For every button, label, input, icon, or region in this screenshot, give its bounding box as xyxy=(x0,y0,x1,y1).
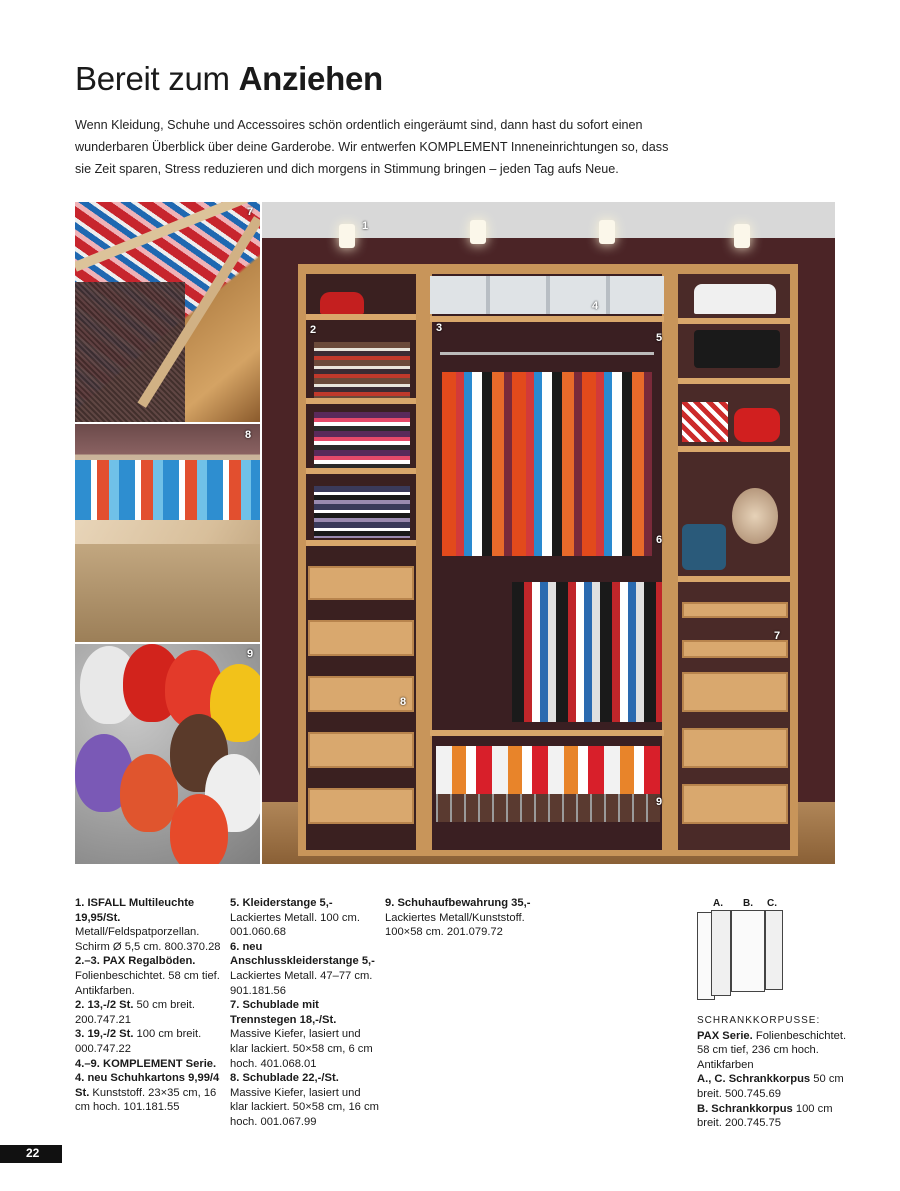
corpus-label-c: C. xyxy=(767,898,777,909)
title-light: Bereit zum xyxy=(75,60,239,97)
product-entry xyxy=(230,998,380,1071)
handbag-graphic xyxy=(694,284,776,314)
product-entry xyxy=(230,940,380,998)
lamp-graphic xyxy=(470,220,486,244)
product-entry xyxy=(697,1102,847,1131)
photo-drawer-dividers xyxy=(75,202,260,422)
drawer-graphic xyxy=(308,620,414,656)
entry-title: 4. neu Schuhkartons 9,99/4 St. xyxy=(75,1072,220,1099)
entry-text: Kunststoff. 23×35 cm, 16 cm hoch. 101.181.55 xyxy=(75,1086,217,1114)
lamp-graphic xyxy=(599,220,615,244)
drawer-front-graphic xyxy=(75,544,260,642)
drawer-graphic xyxy=(682,784,788,824)
corpus-diagram xyxy=(697,898,807,1002)
shelf-graphic xyxy=(430,730,664,736)
shoes-on-rack-graphic xyxy=(436,746,660,794)
shoe-boxes-graphic xyxy=(430,276,664,314)
entry-text: Lackiertes Metall. 47–77 cm. 901.181.56 xyxy=(230,969,373,997)
entry-title: 5. Kleiderstange 5,- xyxy=(230,897,333,909)
product-column-1 xyxy=(75,896,225,1115)
patterned-bag-graphic xyxy=(682,402,728,442)
corpus-label-a: A. xyxy=(713,898,723,909)
callout-number: 6 xyxy=(656,534,663,546)
shelf-graphic xyxy=(430,316,664,322)
folded-clothes-graphic xyxy=(314,412,410,468)
page-number: 22 xyxy=(0,1145,62,1163)
shelf-graphic xyxy=(678,576,790,582)
entry-title: B. Schrankkorpus xyxy=(697,1102,793,1115)
callout-number: 5 xyxy=(656,332,663,344)
folded-clothes-graphic xyxy=(314,342,410,398)
drawer-graphic xyxy=(682,602,788,618)
shelf-graphic xyxy=(678,446,790,452)
entry-text: 100 cm breit. 000.747.22 xyxy=(75,1028,202,1055)
drawer-graphic xyxy=(308,788,414,824)
corpus-b-graphic xyxy=(731,910,765,992)
shelf-graphic xyxy=(678,318,790,324)
entry-text: Folienbeschichtet. 58 cm tief. Antikfarben. xyxy=(75,969,220,997)
product-entry xyxy=(75,1027,225,1056)
corpus-column xyxy=(697,1014,847,1131)
black-bag-graphic xyxy=(694,330,780,368)
hat-graphic xyxy=(320,292,364,314)
product-entry xyxy=(230,896,380,940)
photo-number: 8 xyxy=(245,429,252,441)
clothes-rail-graphic xyxy=(440,352,654,355)
corpus-heading: SCHRANKKORPUSSE: xyxy=(697,1015,821,1026)
lamp-graphic xyxy=(734,224,750,248)
intro-text: Wenn Kleidung, Schuhe und Accessoires schön ordentlich eingeräumt sind, dann hast du sofort einen wunderbaren Überblick über deine Garderobe. Wir entwerfen KOMPLEMENT Inneneinrichtungen so, dass sie Zeit sparen, Stress reduzieren und dich morgens in Stimmung bringen – jeden Tag aufs Neue. xyxy=(75,118,669,176)
accessories-graphic xyxy=(682,524,726,570)
entry-title: 6. neu Anschlusskleiderstange 5,- xyxy=(230,940,375,968)
corpus-c-graphic xyxy=(765,910,783,990)
product-entry xyxy=(75,954,225,998)
drawer-graphic xyxy=(682,728,788,768)
entry-title: PAX Serie. xyxy=(697,1029,753,1042)
folded-clothes-graphic xyxy=(314,486,410,538)
photo-shoes xyxy=(75,644,260,864)
title-bold: Anziehen xyxy=(238,60,383,97)
corpus-label-b: B. xyxy=(743,898,753,909)
drawer-graphic xyxy=(682,672,788,712)
callout-number: 7 xyxy=(774,630,781,642)
photo-number: 9 xyxy=(247,648,254,660)
shoe-graphic xyxy=(170,794,228,864)
product-entry xyxy=(697,1029,847,1073)
hanging-clothes-graphic xyxy=(442,372,652,556)
entry-text: Massive Kiefer, lasiert und klar lackiert. 50×58 cm, 6 cm hoch. 401.068.01 xyxy=(230,1028,373,1070)
callout-number: 3 xyxy=(436,322,443,334)
entry-text: Folienbeschichtet. 58 cm tief, 236 cm hoch. Antikfarben xyxy=(697,1029,847,1071)
entry-title: 7. Schublade mit Trennstegen 18,-/St. xyxy=(230,999,337,1026)
product-column-2 xyxy=(230,896,380,1130)
fabric-graphic xyxy=(75,460,260,520)
drawer-graphic xyxy=(682,640,788,658)
product-entry xyxy=(75,1057,225,1072)
lamp-graphic xyxy=(339,224,355,248)
product-entry xyxy=(385,896,535,940)
callout-number: 8 xyxy=(400,696,407,708)
drawer-graphic xyxy=(308,566,414,600)
entry-text: 100 cm breit. 200.745.75 xyxy=(697,1102,833,1130)
shoe-rack-graphic xyxy=(436,794,663,822)
corpus-a-side-graphic xyxy=(711,910,731,996)
entry-title: 4.–9. KOMPLEMENT Serie. xyxy=(75,1057,217,1070)
entry-text: Lackiertes Metall/Kunststoff. 100×58 cm. 201.079.72 xyxy=(385,911,525,939)
entry-text: 50 cm breit. 200.747.21 xyxy=(75,999,196,1026)
callout-number: 2 xyxy=(310,324,317,336)
entry-title: 2. 13,-/2 St. xyxy=(75,999,134,1012)
entry-text: Lackiertes Metall. 100 cm. 001.060.68 xyxy=(230,911,360,939)
product-entry xyxy=(75,1071,225,1115)
entry-title: 3. 19,-/2 St. xyxy=(75,1028,134,1041)
photo-drawer xyxy=(75,424,260,642)
entry-title: 8. Schublade 22,-/St. xyxy=(230,1072,339,1085)
entry-title: 9. Schuhaufbewahrung 35,- xyxy=(385,897,531,909)
shelf-graphic xyxy=(306,398,416,404)
photo-wardrobe xyxy=(262,202,835,864)
shelf-graphic xyxy=(306,314,416,320)
callout-number: 1 xyxy=(362,220,369,232)
product-entry xyxy=(697,1072,847,1101)
callout-number: 9 xyxy=(656,796,663,808)
product-entry xyxy=(230,1071,380,1129)
entry-text: Metall/Feldspatporzellan. Schirm Ø 5,5 cm. 800.370.28 xyxy=(75,926,221,953)
page-title xyxy=(75,60,383,98)
drawer-graphic xyxy=(308,732,414,768)
photo-number: 7 xyxy=(247,206,254,218)
entry-title: 1. ISFALL Multileuchte 19,95/St. xyxy=(75,897,195,924)
shelf-graphic xyxy=(306,540,416,546)
shoe-graphic xyxy=(120,754,178,832)
drawer-graphic xyxy=(308,676,414,712)
red-bag-graphic xyxy=(734,408,780,442)
entry-title: 2.–3. PAX Regalböden. xyxy=(75,955,196,968)
mirror-graphic xyxy=(732,488,778,544)
hanging-trousers-graphic xyxy=(512,582,662,722)
shelf-graphic xyxy=(306,468,416,474)
product-column-3 xyxy=(385,896,535,940)
entry-text: 50 cm breit. 500.745.69 xyxy=(697,1073,844,1100)
shelf-graphic xyxy=(678,378,790,384)
product-entry xyxy=(75,896,225,954)
callout-number: 4 xyxy=(592,300,599,312)
product-entry xyxy=(75,998,225,1027)
entry-title: A., C. Schrankkorpus xyxy=(697,1073,811,1086)
entry-text: Massive Kiefer, lasiert und klar lackiert. 50×58 cm, 16 cm hoch. 001.067.99 xyxy=(230,1086,379,1128)
